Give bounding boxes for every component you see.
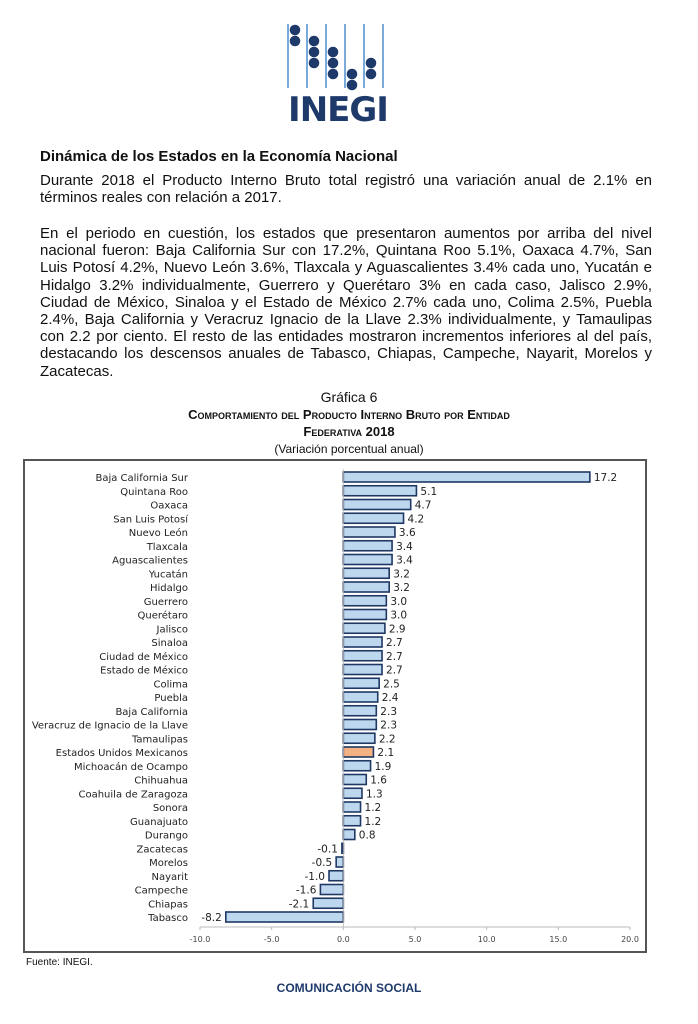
category-label: Yucatán [148, 569, 188, 581]
bar [329, 871, 343, 881]
value-label: 1.9 [374, 760, 392, 773]
bar [343, 802, 360, 812]
category-label: Colima [153, 679, 188, 691]
x-tick-label: -10.0 [189, 935, 211, 944]
chart-subtitle: (Variación porcentual anual) [274, 442, 424, 456]
bar [313, 898, 343, 908]
bar [343, 665, 382, 675]
category-label: San Luis Potosí [113, 514, 188, 526]
value-label: 3.2 [393, 568, 410, 581]
bar [343, 733, 375, 743]
value-label: -1.0 [304, 870, 325, 883]
bar [343, 610, 386, 620]
category-label: Baja California Sur [95, 473, 188, 484]
value-label: -0.1 [317, 843, 338, 856]
category-label: Michoacán de Ocampo [73, 761, 188, 773]
bar [343, 568, 389, 578]
bar [343, 761, 370, 771]
value-label: 2.1 [377, 747, 395, 759]
category-label: Puebla [154, 693, 188, 704]
value-label: 1.2 [364, 802, 382, 814]
value-label: 2.5 [383, 678, 400, 691]
category-label: Coahuila de Zaragoza [78, 789, 188, 801]
highlight-bar [343, 747, 373, 757]
chart-title-line2: Federativa 2018 [303, 424, 395, 439]
bar [343, 472, 590, 482]
category-label: Guerrero [143, 596, 188, 608]
value-label: 2.3 [380, 719, 398, 732]
value-label: -8.2 [201, 912, 222, 924]
x-tick-label: 10.0 [477, 935, 496, 944]
category-label: Aguascalientes [112, 555, 188, 567]
value-label: 2.3 [380, 705, 398, 718]
category-label: Campeche [134, 885, 188, 897]
category-label: Estado de México [100, 665, 188, 677]
value-label: 4.7 [414, 499, 432, 512]
bar [343, 623, 385, 633]
x-tick-label: 5.0 [408, 935, 422, 944]
value-label: -0.5 [311, 857, 333, 869]
category-label: Baja California [115, 706, 188, 718]
bar [343, 788, 362, 798]
value-label: 0.8 [358, 829, 376, 842]
bar [343, 513, 403, 523]
value-label: 3.6 [398, 527, 416, 539]
value-label: 3.0 [390, 609, 408, 622]
category-label: Tabasco [148, 913, 188, 924]
bar [343, 678, 379, 688]
category-label: Estados Unidos Mexicanos [55, 748, 188, 759]
category-label: Nayarit [151, 871, 188, 883]
bar [343, 555, 392, 565]
category-label: Ciudad de México [99, 651, 188, 663]
bar [343, 541, 392, 551]
paragraph-intro: Durante 2018 el Producto Interno Bruto total registró una variación anual de 2.1% en términos reales con relación a 2017. [40, 172, 652, 207]
bar [343, 651, 382, 661]
value-label: 2.7 [386, 637, 403, 649]
category-label: Veracruz de Ignacio de la Llave [31, 720, 188, 732]
value-label: 2.4 [381, 692, 399, 704]
x-tick-label: 20.0 [621, 935, 639, 944]
bar [336, 857, 343, 867]
value-label: 2.9 [388, 623, 406, 636]
value-label: 2.7 [386, 650, 403, 663]
value-label: 2.2 [378, 733, 396, 746]
x-tick-label: 15.0 [549, 935, 568, 944]
value-label: 2.7 [386, 664, 403, 677]
category-label: Sonora [152, 803, 188, 814]
bar [343, 720, 376, 730]
paragraph-states: En el periodo en cuestión, los estados que presentaron aumentos por arriba del nivel nacional fueron: Baja California Sur con 17.2%, Quintana Roo 5.1%, Oaxaca 4.7%, San Luis Potosí 4.2%, Nuevo León 3.6%, Tlaxcala y Aguascalientes 3.4% cada uno, Yucatán e Hidalgo 3.2% individualmente, Guerrero y Querétaro 3% en cada caso, Jalisco 2.9%, Ciudad de México, Sinaloa y el Estado de México 2.7% cada uno, Colima 2.5%, Puebla 2.4%, Baja California y Veracruz Ignacio de la Llave 2.3% individualmente, y Tamaulipas con 2.2 por ciento. El resto de las entidades mostraron incrementos inferiores al del país, destacando los descensos anuales de Tabasco, Chiapas, Campeche, Nayarit, Morelos y Zacatecas. [40, 225, 652, 380]
category-label: Hidalgo [149, 583, 188, 594]
category-label: Nuevo León [128, 528, 188, 539]
bar [343, 527, 395, 537]
chart-title-line1: Comportamiento del Producto Interno Bruto por Entidad [188, 407, 510, 422]
bar [320, 885, 343, 895]
category-label: Morelos [149, 858, 188, 869]
logo-text: INEGI [288, 90, 388, 130]
bar [343, 500, 410, 510]
value-label: 1.2 [364, 815, 382, 828]
section-heading: Dinámica de los Estados en la Economía Nacional [40, 148, 398, 165]
value-label: 3.4 [396, 540, 413, 553]
chart-number: Gráfica 6 [320, 389, 378, 405]
category-label: Oaxaca [150, 500, 188, 512]
bar [226, 912, 344, 922]
category-label: Chiapas [148, 899, 188, 911]
category-label: Tamaulipas [131, 734, 188, 746]
category-label: Zacatecas [136, 844, 188, 856]
bar [343, 596, 386, 606]
category-label: Querétaro [137, 610, 188, 622]
x-tick-label: 0.0 [336, 935, 350, 944]
category-label: Tlaxcala [146, 541, 188, 553]
value-label: 5.1 [420, 485, 438, 498]
value-label: 3.2 [393, 582, 410, 594]
category-label: Chihuahua [134, 775, 188, 787]
bar [343, 486, 416, 496]
category-label: Quintana Roo [120, 486, 188, 498]
category-label: Guanajuato [130, 816, 188, 828]
bar [343, 692, 377, 702]
value-label: 17.2 [593, 472, 618, 484]
category-label: Sinaloa [151, 638, 188, 649]
bar [343, 706, 376, 716]
category-label: Durango [144, 830, 188, 842]
category-label: Jalisco [156, 624, 188, 636]
value-label: -2.1 [288, 898, 310, 911]
bar [343, 830, 354, 840]
value-label: 1.3 [365, 788, 383, 801]
value-label: -1.6 [295, 884, 317, 897]
source-note: Fuente: INEGI. [26, 957, 93, 968]
value-label: 1.6 [370, 774, 387, 787]
value-label: 4.2 [407, 513, 425, 526]
bar [343, 816, 360, 826]
x-tick-label: -5.0 [263, 935, 280, 944]
bar [343, 637, 382, 647]
value-label: 3.4 [396, 554, 413, 567]
bar [343, 582, 389, 592]
footer-label: COMUNICACIÓN SOCIAL [276, 981, 422, 995]
value-label: 3.0 [390, 595, 408, 608]
bar [343, 775, 366, 785]
